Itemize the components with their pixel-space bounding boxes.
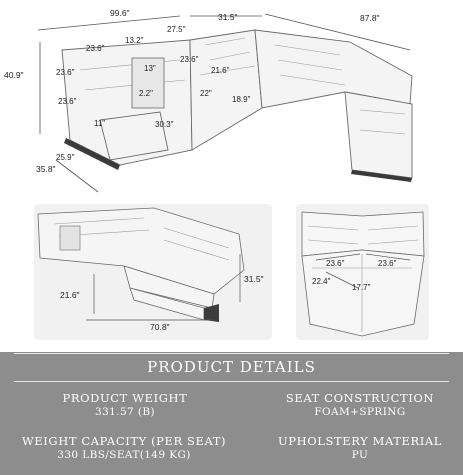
dim-inner-depth: 21.6": [211, 66, 230, 75]
dim-console-w1: 13.2": [125, 36, 144, 45]
spec-value-capacity: 330 LBS/SEAT(149 KG): [57, 449, 191, 461]
spec-value-seat-construction: FOAM+SPRING: [314, 406, 406, 418]
dim-seat-left: 23.6": [56, 68, 75, 77]
dim-overall-width: 99.6": [110, 8, 130, 18]
dim-corner-right: 23.6": [378, 259, 397, 268]
dim-seat-height: 22": [200, 89, 212, 98]
spec-value-weight: 331.57 (B): [95, 406, 155, 418]
spec-label-weight: PRODUCT WEIGHT: [62, 391, 188, 405]
dim-corner-left: 23.6": [326, 259, 345, 268]
details-title-rule: [14, 381, 449, 382]
corner-seat-diagram: [296, 204, 429, 340]
dim-depth: 35.8": [36, 164, 56, 174]
dim-seat-depth-small: 2.2": [139, 89, 153, 98]
dim-corner-diag-left: 22.4": [312, 277, 331, 286]
details-top-rule: [14, 353, 449, 354]
dim-arm-height: 11": [94, 119, 106, 128]
spec-label-seat-construction: SEAT CONSTRUCTION: [285, 391, 435, 405]
spec-label-upholstery: UPHOLSTERY MATERIAL: [277, 434, 443, 448]
dim-corner-width: 31.5": [218, 12, 238, 22]
dim-recline-length: 30.3": [155, 120, 174, 129]
dim-floor-clearance: 21.6": [60, 290, 80, 300]
dim-side-height: 31.5": [244, 274, 264, 284]
dim-console-seat: 23.6": [180, 55, 199, 64]
spec-value-upholstery: PU: [351, 449, 369, 461]
sofa-dimension-diagram: [0, 0, 463, 200]
dim-footrest: 25.9": [56, 153, 75, 162]
recliner-side-diagram: [34, 204, 272, 340]
dim-corner-diag-center: 17.7": [352, 283, 371, 292]
dim-right-seat: 18.9": [232, 95, 251, 104]
details-title: PRODUCT DETAILS: [147, 358, 316, 376]
dim-height: 40.9": [4, 70, 24, 80]
dim-extended-length: 70.8": [150, 322, 170, 332]
dim-arm-top: 23.6": [86, 44, 105, 53]
spec-label-capacity: WEIGHT CAPACITY (PER SEAT): [21, 434, 227, 448]
dim-console-w2: 27.5": [167, 25, 186, 34]
dim-cup: 13": [144, 64, 156, 73]
dim-right-length: 87.8": [360, 13, 380, 23]
dim-back-left: 23.6": [58, 97, 77, 106]
